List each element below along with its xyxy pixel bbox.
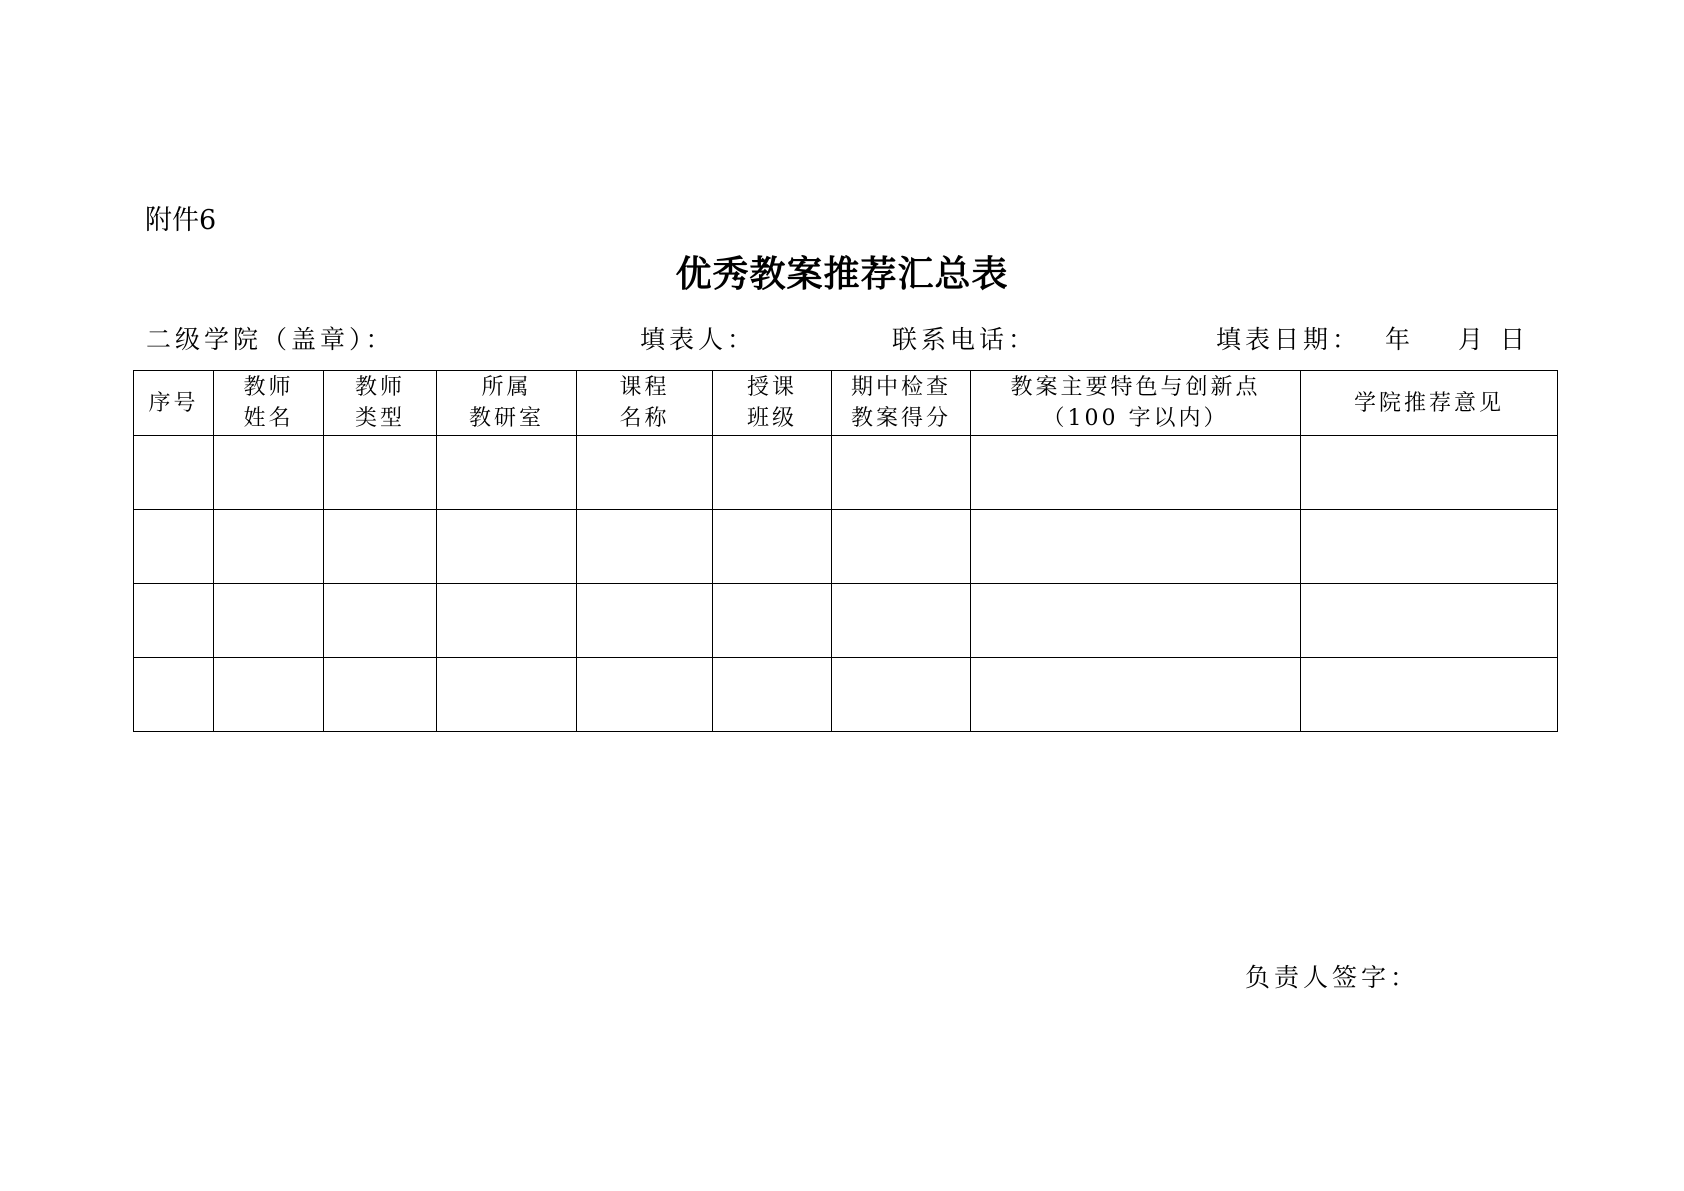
- table-cell[interactable]: [832, 510, 971, 584]
- table-cell[interactable]: [577, 436, 713, 510]
- header-seq: [134, 371, 214, 436]
- table-cell[interactable]: [134, 584, 214, 658]
- table-cell[interactable]: [1301, 436, 1558, 510]
- header-course-name: [577, 371, 713, 436]
- table-cell[interactable]: [437, 584, 577, 658]
- header-line: 班级: [746, 406, 797, 431]
- table-cell[interactable]: [971, 436, 1301, 510]
- table-cell[interactable]: [324, 658, 437, 732]
- table-cell[interactable]: [134, 658, 214, 732]
- table-cell[interactable]: [134, 510, 214, 584]
- header-line: 名称: [619, 406, 670, 431]
- header-line: 类型: [354, 406, 405, 431]
- header-line: 姓名: [243, 406, 294, 431]
- fill-date-label: 填表日期：: [1216, 325, 1362, 354]
- header-line: 序号: [148, 390, 199, 416]
- table-cell[interactable]: [214, 658, 324, 732]
- table-cell[interactable]: [437, 436, 577, 510]
- table-cell[interactable]: [713, 436, 832, 510]
- table-cell[interactable]: [713, 510, 832, 584]
- year-label: 年: [1385, 325, 1415, 354]
- table-cell[interactable]: [214, 584, 324, 658]
- header-line: 教案得分: [850, 406, 951, 431]
- table-row: [134, 658, 1558, 732]
- header-line: 课程: [619, 375, 670, 400]
- table-cell[interactable]: [832, 658, 971, 732]
- header-line: 授课: [746, 375, 797, 400]
- table-cell[interactable]: [324, 436, 437, 510]
- table-cell[interactable]: [437, 658, 577, 732]
- table-row: [134, 436, 1558, 510]
- header-college-opinion: [1301, 371, 1558, 436]
- header-class: [713, 371, 832, 436]
- header-teacher-type: [324, 371, 437, 436]
- table-cell[interactable]: [832, 584, 971, 658]
- table-cell[interactable]: [1301, 584, 1558, 658]
- table-cell[interactable]: [324, 510, 437, 584]
- table-row: [134, 510, 1558, 584]
- table-cell[interactable]: [1301, 658, 1558, 732]
- header-teaching-section: [437, 371, 577, 436]
- phone-label: 联系电话：: [892, 325, 1038, 354]
- header-line: （100 字以内）: [1042, 406, 1229, 431]
- day-label: 日: [1500, 325, 1530, 354]
- table-row: [134, 584, 1558, 658]
- filler-label: 填表人：: [640, 325, 757, 354]
- attachment-label: 附件6: [145, 205, 217, 236]
- header-line: 教研室: [468, 406, 544, 431]
- page-title: 优秀教案推荐汇总表: [675, 253, 1009, 295]
- table-body: [134, 436, 1558, 732]
- table-cell[interactable]: [577, 584, 713, 658]
- table-cell[interactable]: [577, 510, 713, 584]
- table-cell[interactable]: [214, 510, 324, 584]
- header-line: 教师: [243, 375, 294, 400]
- header-line: 学院推荐意见: [1353, 390, 1504, 416]
- header-line: 期中检查: [850, 375, 951, 400]
- table-cell[interactable]: [577, 658, 713, 732]
- header-line: 教师: [354, 375, 405, 400]
- table-cell[interactable]: [971, 510, 1301, 584]
- table-cell[interactable]: [1301, 510, 1558, 584]
- table-cell[interactable]: [214, 436, 324, 510]
- header-features: [971, 371, 1301, 436]
- header-line: 教案主要特色与创新点: [1010, 375, 1261, 400]
- table-cell[interactable]: [713, 584, 832, 658]
- table-cell[interactable]: [971, 584, 1301, 658]
- college-stamp-label: 二级学院（盖章）：: [146, 325, 395, 354]
- table-cell[interactable]: [134, 436, 214, 510]
- table-cell[interactable]: [713, 658, 832, 732]
- table-cell[interactable]: [832, 436, 971, 510]
- table-cell[interactable]: [324, 584, 437, 658]
- signature-label: 负责人签字：: [1245, 963, 1420, 992]
- recommendation-summary-table: [133, 370, 1558, 732]
- header-midterm-score: [832, 371, 971, 436]
- header-line: 所属: [481, 375, 532, 400]
- table-header-row: [134, 371, 1558, 436]
- month-label: 月: [1458, 325, 1488, 354]
- header-teacher-name: [214, 371, 324, 436]
- table-cell[interactable]: [437, 510, 577, 584]
- table-cell[interactable]: [971, 658, 1301, 732]
